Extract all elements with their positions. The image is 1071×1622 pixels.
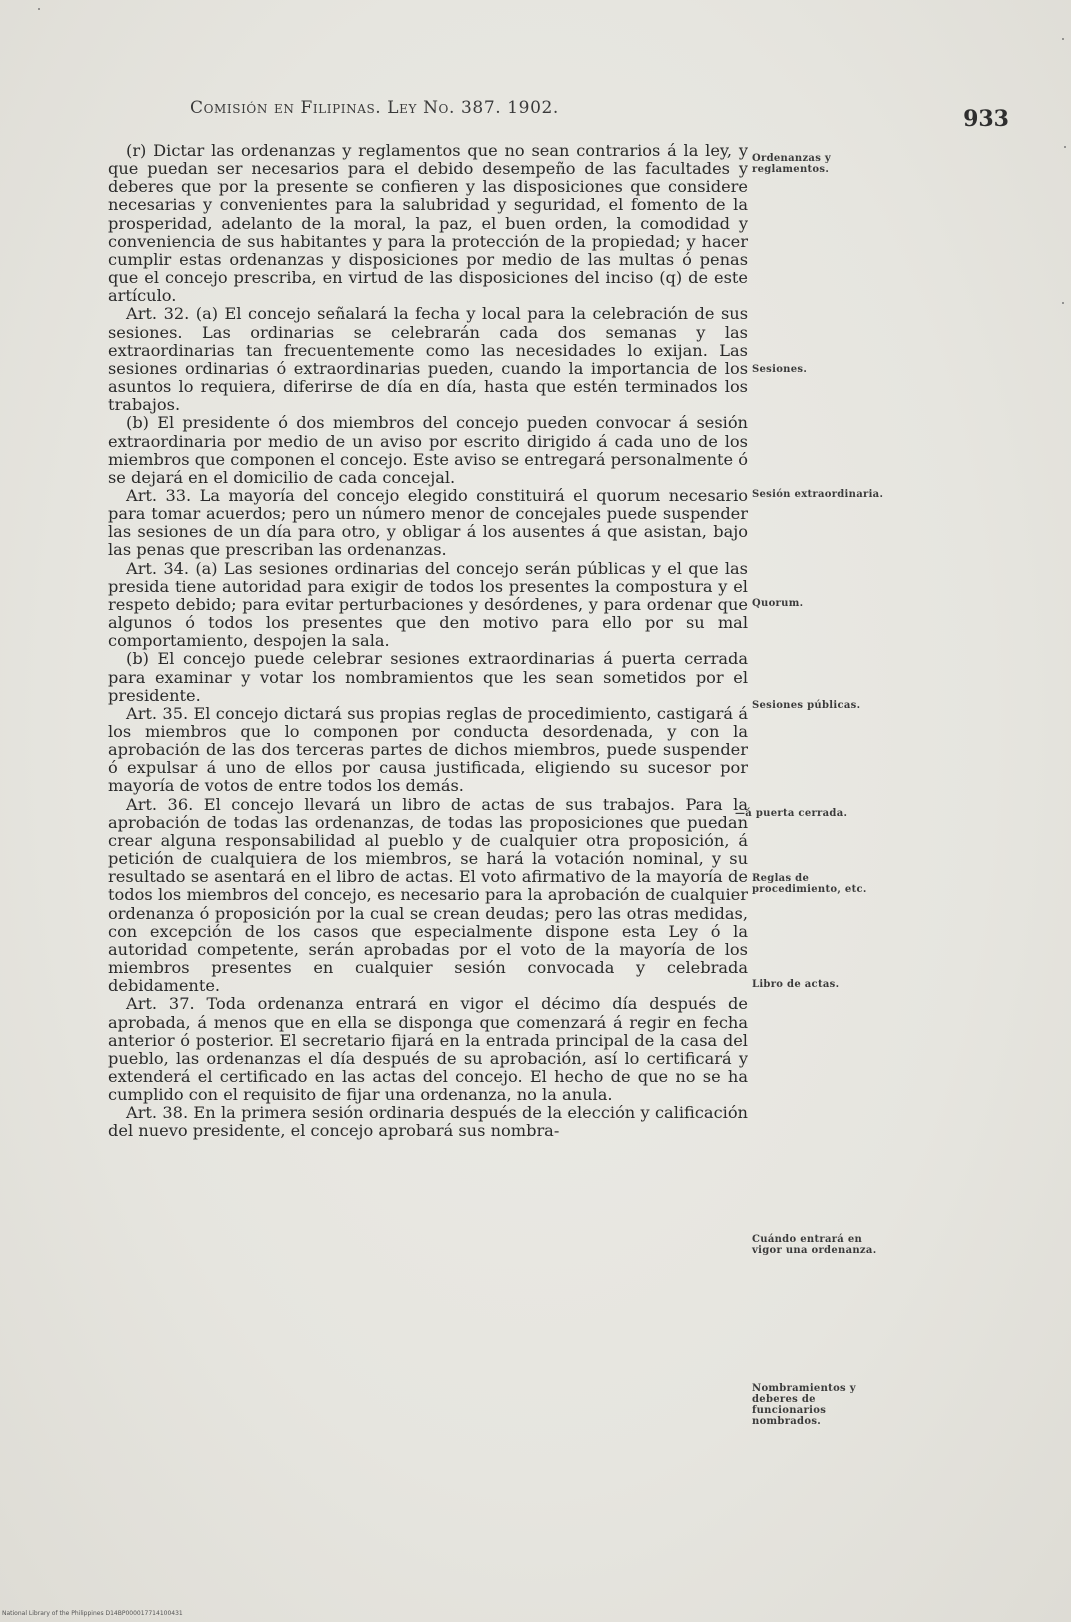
paragraph-art-33: Art. 33. La mayoría del concejo elegido constituirá el quorum necesario para tomar acuerdos; pero un número menor de concejales puede suspender las sesiones de un día para otro, y obligar á los ausentes á que asistan, bajo las penas que prescriban las ordenanzas. bbox=[108, 485, 748, 560]
scan-speck bbox=[1062, 302, 1064, 304]
margin-note-nombramientos: Nombramientos y deberes de funcionarios nombrados. bbox=[752, 1383, 856, 1427]
margin-note-sesiones: Sesiones. bbox=[752, 364, 808, 375]
margin-note-sesion-extraordinaria: Sesión extraordinaria. bbox=[752, 489, 884, 500]
paragraph-art-32b: (b) El presidente ó dos miembros del concejo pueden convocar á sesión extraordinaria por medio de un aviso por escrito dirigido á cada uno de los miembros que componen el concejo. Este aviso se entregará personalmente ó se dejará en el domicilio de cada concejal. bbox=[108, 413, 748, 487]
body-text bbox=[108, 142, 748, 1141]
paragraph-art-34b: (b) El concejo puede celebrar sesiones extraordinarias á puerta cerrada para examinar y votar los nombramientos que les sean sometidos por el presidente. bbox=[108, 649, 748, 705]
scan-credit: National Library of the Philippines D14BP000017714100431 bbox=[2, 1610, 183, 1617]
margin-note-ordenanzas: Ordenanzas y reglamentos. bbox=[752, 153, 832, 175]
scan-speck bbox=[38, 8, 40, 10]
paragraph-art-38: Art. 38. En la primera sesión ordinaria después de la elección y calificación del nuevo presidente, el concejo aprobará sus nombra- bbox=[108, 1103, 748, 1141]
paragraph-art-36: Art. 36. El concejo llevará un libro de actas de sus trabajos. Para la aprobación de todas las ordenanzas, de todas las proposiciones que puedan crear alguna responsabilidad al pueblo y de cualquier otra proposición, á petición de cualquiera de los miembros, se hará la votación nominal, y su resultado se asentará en el libro de actas. El voto afirmativo de la mayoría de todos los miembros del concejo, es necesario para la aprobación de cualquier ordenanza ó proposición por la cual se crean deudas; pero las otras medidas, con excepción de los casos que especialmente dispone esta Ley ó la autoridad competente, serán aprobadas por el voto de la mayoría de los miembros presentes en cualquier sesión convocada y celebrada debidamente. bbox=[108, 794, 748, 996]
margin-note-reglas: Reglas de procedimiento, etc. bbox=[752, 873, 867, 895]
paragraph-art-37: Art. 37. Toda ordenanza entrará en vigor el décimo día después de aprobada, á menos que en ella se disponga que comenzará á regir en fecha anterior ó posterior. El secretario fijará en la entrada principal de la casa del pueblo, las ordenanzas el día después de su aprobación, así lo certificará y extenderá el certificado en las actas del concejo. El hecho de que no se ha cumplido con el requisito de fijar una ordenanza, no la anula. bbox=[108, 994, 748, 1105]
paragraph-inciso-r: (r) Dictar las ordenanzas y reglamentos que no sean contrarios á la ley, y que puedan ser necesarios para el debido desempeño de las facultades y deberes que por la presente se confieren y las disposiciones que considere necesarias y convenientes para la salubridad y seguridad, el fomento de la prosperidad, adelanto de la moral, la paz, el buen orden, la comodidad y conveniencia de sus habitantes y para la protección de la propiedad; y hacer cumplir estas ordenanzas y disposiciones por medio de las multas ó penas que el concejo prescriba, en virtud de las disposiciones del inciso (q) de este artículo. bbox=[108, 141, 748, 306]
margin-note-libro-actas: Libro de actas. bbox=[752, 979, 840, 990]
scan-speck bbox=[1064, 146, 1066, 148]
paragraph-art-35: Art. 35. El concejo dictará sus propias reglas de procedimiento, castigará á los miembros que lo componen por conducta desordenada, y con la aprobación de las dos terceras partes de dichos miembros, puede suspender ó expulsar á uno de ellos por causa justificada, eligiendo su sucesor por mayoría de votos de entre todos los demás. bbox=[108, 703, 748, 796]
paragraph-art-32a: Art. 32. (a) El concejo señalará la fecha y local para la celebración de sus sesiones. Las ordinarias se celebrarán cada dos semanas y las extraordinarias tan frecuentemente como las necesidades lo exijan. Las sesiones ordinarias ó extraordinarias pueden, cuando la importancia de los asuntos lo requiera, diferirse de día en día, hasta que estén terminados los trabajos. bbox=[108, 304, 748, 415]
scan-speck bbox=[1062, 38, 1064, 40]
running-head: Comisión en Filipinas. Ley No. 387. 1902. bbox=[190, 98, 559, 118]
paragraph-art-34a: Art. 34. (a) Las sesiones ordinarias del concejo serán públicas y el que las presida tiene autoridad para exigir de todos los presentes la compostura y el respeto debido; para evitar perturbaciones y desórdenes, y para ordenar que algunos ó todos los presentes que den motivo para ello por su mal comportamiento, despojen la sala. bbox=[108, 558, 748, 651]
margin-note-quorum: Quorum. bbox=[752, 598, 804, 609]
margin-note-sesiones-publicas: Sesiones públicas. bbox=[752, 700, 861, 711]
page-number: 933 bbox=[963, 106, 1009, 132]
margin-note-puerta-cerrada: —á puerta cerrada. bbox=[735, 808, 848, 819]
margin-note-ordenanza-vigor: Cuándo entrará en vigor una ordenanza. bbox=[752, 1234, 877, 1256]
